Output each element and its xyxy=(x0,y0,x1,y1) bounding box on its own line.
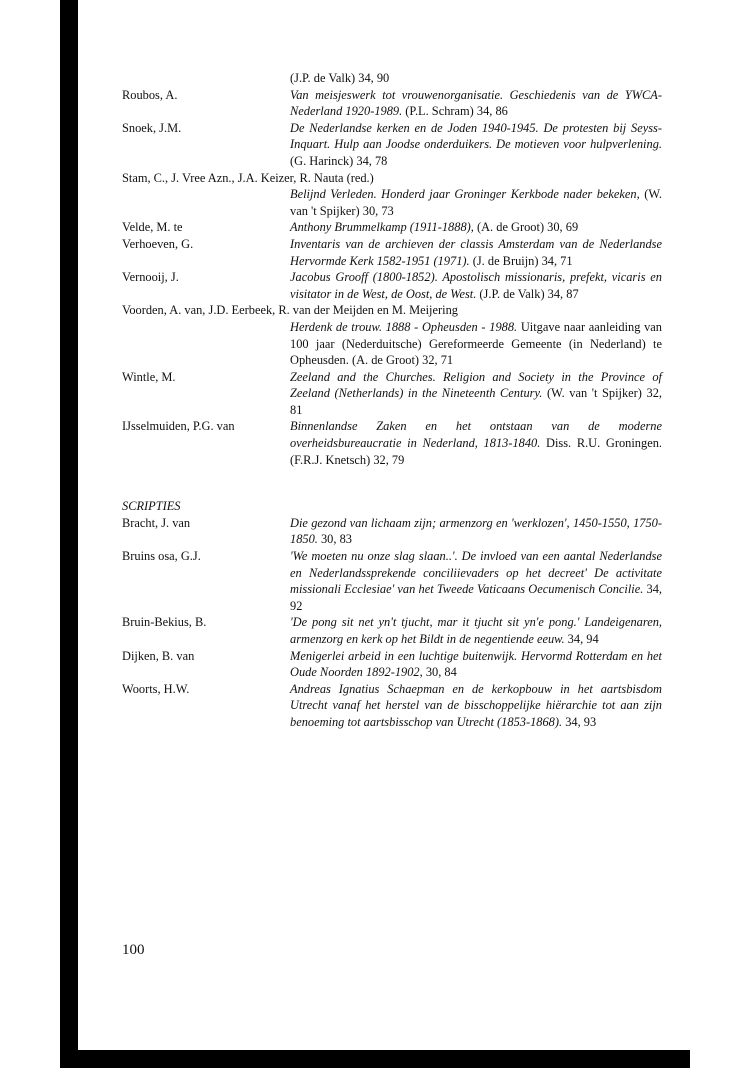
entry-text: De Nederlandse kerken en de Joden 1940-1945. De protesten bij Seyss-Inquart. Hulp aan Joodse onderduikers. De motieven voor hulpverlening. (G. Harinck) 34, 78 xyxy=(290,120,662,168)
entry-authors-full: Stam, C., J. Vree Azn., J.A. Keizer, R. Nauta (red.) xyxy=(122,170,374,185)
list-item xyxy=(122,648,662,681)
entry-text: Van meisjeswerk tot vrouwenorganisatie. Geschiedenis van de YWCA-Nederland 1920-1989. (P.L. Schram) 34, 86 xyxy=(290,87,662,119)
list-item xyxy=(122,548,662,614)
entry-text: Andreas Ignatius Schaepman en de kerkopbouw in het aartsbisdom Utrecht vanaf het herstel van de bisschoppelijke hiërarchie tot aan zijn benoeming tot aartsbisschop van Utrecht (1853-1868). 34, 93 xyxy=(290,681,662,729)
entry-text: (J.P. de Valk) 34, 90 xyxy=(290,71,390,85)
entry-author: Verhoeven, G. xyxy=(122,236,194,251)
list-item xyxy=(122,418,662,468)
entry-author: Vernooij, J. xyxy=(122,270,179,285)
entry-text: Herdenk de trouw. 1888 - Opheusden - 1988. Uitgave naar aanleiding van 100 jaar (Nederduitsche) Gereformeerde Gemeente (in Nederland) te Opheusden. (A. de Groot) 32, 71 xyxy=(290,319,663,368)
entry-author: Bruin-Bekius, B. xyxy=(122,615,207,630)
entry-author: Dijken, B. van xyxy=(122,648,195,663)
entry-text: Jacobus Grooff (1800-1852). Apostolisch missionaris, prefekt, vicaris en visitator in de West, de Oost, de West. (J.P. de Valk) 34, 87 xyxy=(290,270,662,301)
section-heading-scripties: SCRIPTIES xyxy=(122,499,181,514)
entry-text: 'We moeten nu onze slag slaan..'. De invloed van een aantal Nederlandse en Nederlandssprekende conciliievaders op het decreet' De activitate missionali Ecclesiae' van het Tweede Vaticaans Oecumenisch Concilie. 34, 92 xyxy=(290,549,662,613)
list-item xyxy=(122,269,662,302)
entry-text: Inventaris van de archieven der classis Amsterdam van de Nederlandse Hervormde Kerk 1582-1951 (1971). (J. de Bruijn) 34, 71 xyxy=(290,236,662,268)
scan-edge-bottom xyxy=(60,1050,690,1068)
entry-author: IJsselmuiden, P.G. van xyxy=(122,419,235,434)
entry-author: Velde, M. te xyxy=(122,220,183,235)
entry-text: Zeeland and the Churches. Religion and Society in the Province of Zeeland (Netherlands) in the Nineteenth Century. (W. van 't Spijker) 32, 81 xyxy=(290,369,662,417)
entry-author: Bruins osa, G.J. xyxy=(122,549,201,564)
list-item xyxy=(122,170,662,220)
entry-text: 'De pong sit net yn't tjucht, mar it tjucht sit yn'e pong.' Landeigenaren, armenzorg en kerk op het Bildt in de negentiende eeuw. 34, 94 xyxy=(290,615,662,646)
entry-text: Anthony Brummelkamp (1911-1888), (A. de Groot) 30, 69 xyxy=(290,220,579,235)
list-item xyxy=(122,219,662,236)
list-item xyxy=(122,302,662,368)
entry-author: Snoek, J.M. xyxy=(122,120,182,135)
list-item xyxy=(122,70,662,87)
entry-author: Roubos, A. xyxy=(122,87,178,102)
list-item xyxy=(122,236,662,269)
list-item xyxy=(122,515,662,548)
list-item xyxy=(122,87,662,120)
entry-author: Wintle, M. xyxy=(122,369,176,384)
list-item xyxy=(122,369,662,419)
entry-authors-full: Voorden, A. van, J.D. Eerbeek, R. van der Meijden en M. Meijering xyxy=(122,303,458,318)
list-item xyxy=(122,120,662,170)
scan-edge-left xyxy=(60,0,78,1068)
entry-text: Menigerlei arbeid in een luchtige buitenwijk. Hervormd Rotterdam en het Oude Noorden 1892-1902, 30, 84 xyxy=(290,648,662,680)
list-item xyxy=(122,681,662,731)
entry-text: Die gezond van lichaam zijn; armenzorg en 'werklozen', 1450-1550, 1750-1850. 30, 83 xyxy=(290,515,662,547)
list-item xyxy=(122,614,662,647)
index-list xyxy=(122,70,662,731)
entry-author: Woorts, H.W. xyxy=(122,681,190,696)
entry-text: Binnenlandse Zaken en het ontstaan van de moderne overheidsbureaucratie in Nederland, 1813-1840. Diss. R.U. Groningen. (F.R.J. Knetsch) 32, 79 xyxy=(290,419,662,467)
entry-author: Bracht, J. van xyxy=(122,515,191,530)
entry-text: Belijnd Verleden. Honderd jaar Groninger Kerkbode nader bekeken, (W. van 't Spijker) 30, 73 xyxy=(290,187,662,218)
page-number: 100 xyxy=(122,942,145,958)
